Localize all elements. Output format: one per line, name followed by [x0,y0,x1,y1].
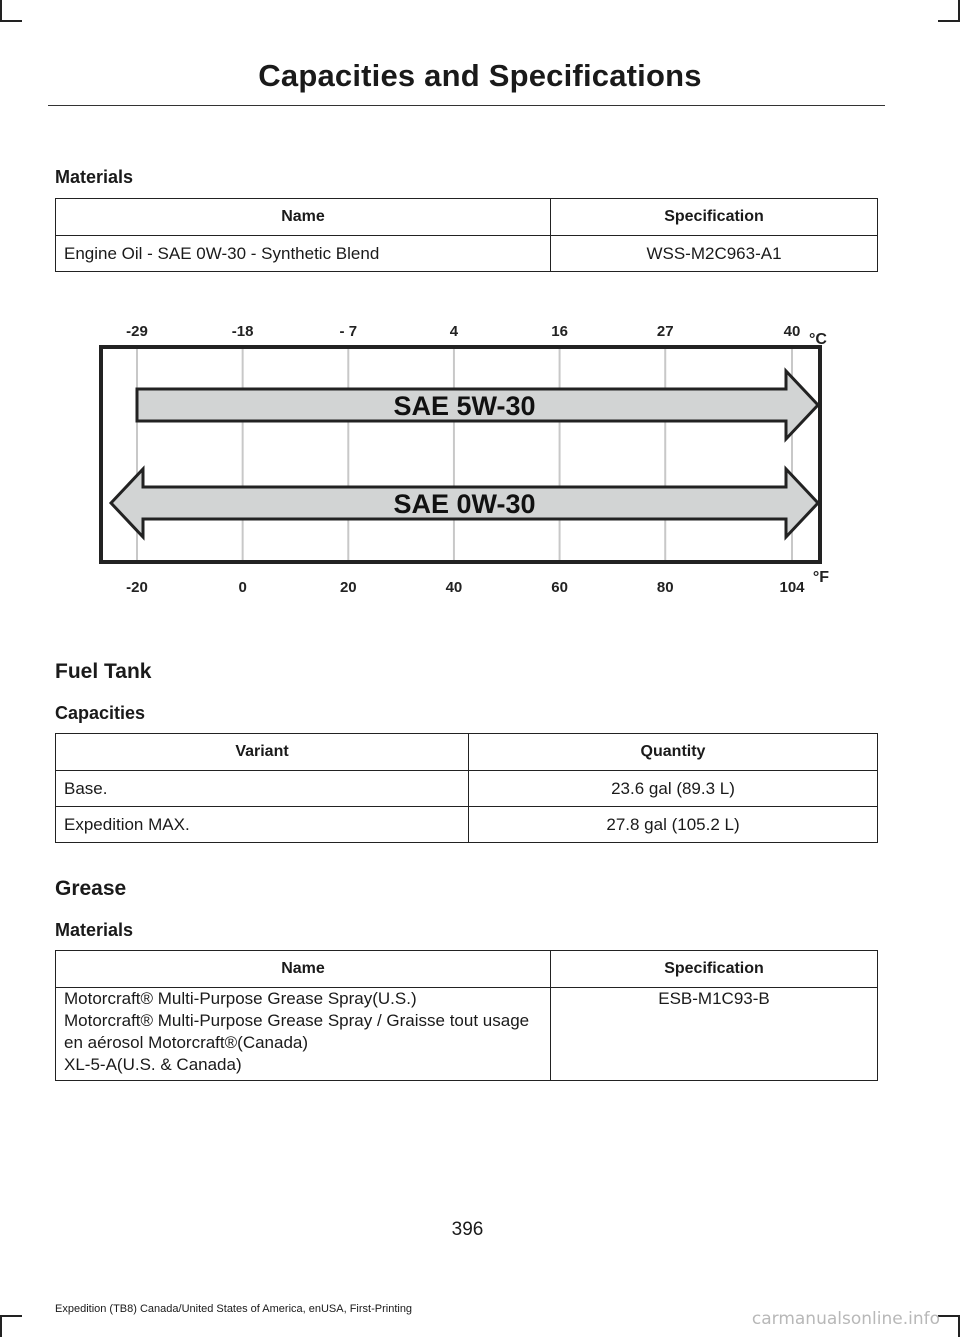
column-header-specification: Specification [551,951,878,988]
series-label: SAE 0W-30 [393,489,536,519]
fuel-capacities-heading: Capacities [55,703,146,723]
celsius-tick-label: 4 [449,323,459,340]
crop-mark [938,20,960,22]
fahrenheit-tick-label: -20 [126,579,148,596]
fahrenheit-tick-label: 80 [656,579,674,596]
oil-spec-cell: WSS-M2C963-A1 [551,236,878,272]
celsius-tick-label: 27 [656,323,674,340]
fahrenheit-tick-label: 40 [445,579,463,596]
table-row [56,236,878,272]
crop-mark [0,20,22,22]
oil-viscosity-chart [95,312,855,610]
grease-materials-heading: Materials [55,920,134,940]
page-title: Capacities and Specifications [258,58,702,93]
series-label: SAE 5W-30 [393,391,536,421]
table-row [56,988,878,1081]
variant-cell: Base. [56,771,469,807]
table-row [56,771,878,807]
celsius-tick-label: -29 [126,323,148,340]
column-header-variant: Variant [56,734,469,771]
fahrenheit-unit-label: °F [812,569,830,586]
column-header-name: Name [56,199,551,236]
crop-mark [0,1315,22,1317]
celsius-tick-label: 40 [783,323,801,340]
fuel-capacities-table [55,733,878,843]
oil-materials-heading: Materials [55,167,134,187]
table-header-row [56,951,878,988]
variant-cell: Expedition MAX. [56,807,469,843]
fahrenheit-tick-label: 20 [339,579,357,596]
quantity-cell: 23.6 gal (89.3 L) [469,771,878,807]
watermark-text: carmanualsonline.info [751,1309,940,1329]
title-divider [48,105,885,106]
celsius-tick-label: - 7 [339,323,358,340]
fahrenheit-tick-label: 60 [551,579,568,596]
oil-materials-table [55,198,878,272]
column-header-quantity: Quantity [469,734,878,771]
page-number: 396 [451,1219,484,1240]
quantity-cell: 27.8 gal (105.2 L) [469,807,878,843]
table-row [56,807,878,843]
celsius-unit-label: °C [809,331,827,348]
crop-mark [0,1315,2,1337]
chart-frame [101,347,820,562]
crop-mark [938,1315,960,1317]
fahrenheit-tick-label: 104 [779,579,805,596]
oil-name-cell: Engine Oil - SAE 0W-30 - Synthetic Blend [56,236,551,272]
table-header-row [56,199,878,236]
crop-mark [0,0,2,22]
document-footer: Expedition (TB8) Canada/United States of America, enUSA, First-Printing [55,1303,413,1315]
grease-materials-table [55,950,878,1081]
grease-spec-cell: ESB-M1C93-B [551,988,878,1081]
fuel-tank-title: Fuel Tank [55,660,152,683]
table-header-row [56,734,878,771]
fahrenheit-tick-label: 0 [238,579,247,596]
column-header-specification: Specification [551,199,878,236]
grease-title: Grease [55,877,127,900]
grease-name-cell: Motorcraft® Multi-Purpose Grease Spray(U.S.) Motorcraft® Multi-Purpose Grease Spray / Graisse tout usage en aérosol Motorcraft®(Canada) XL-5-A(U.S. & Canada) [56,988,551,1081]
column-header-name: Name [56,951,551,988]
celsius-tick-label: 16 [551,323,568,340]
celsius-tick-label: -18 [231,323,254,340]
